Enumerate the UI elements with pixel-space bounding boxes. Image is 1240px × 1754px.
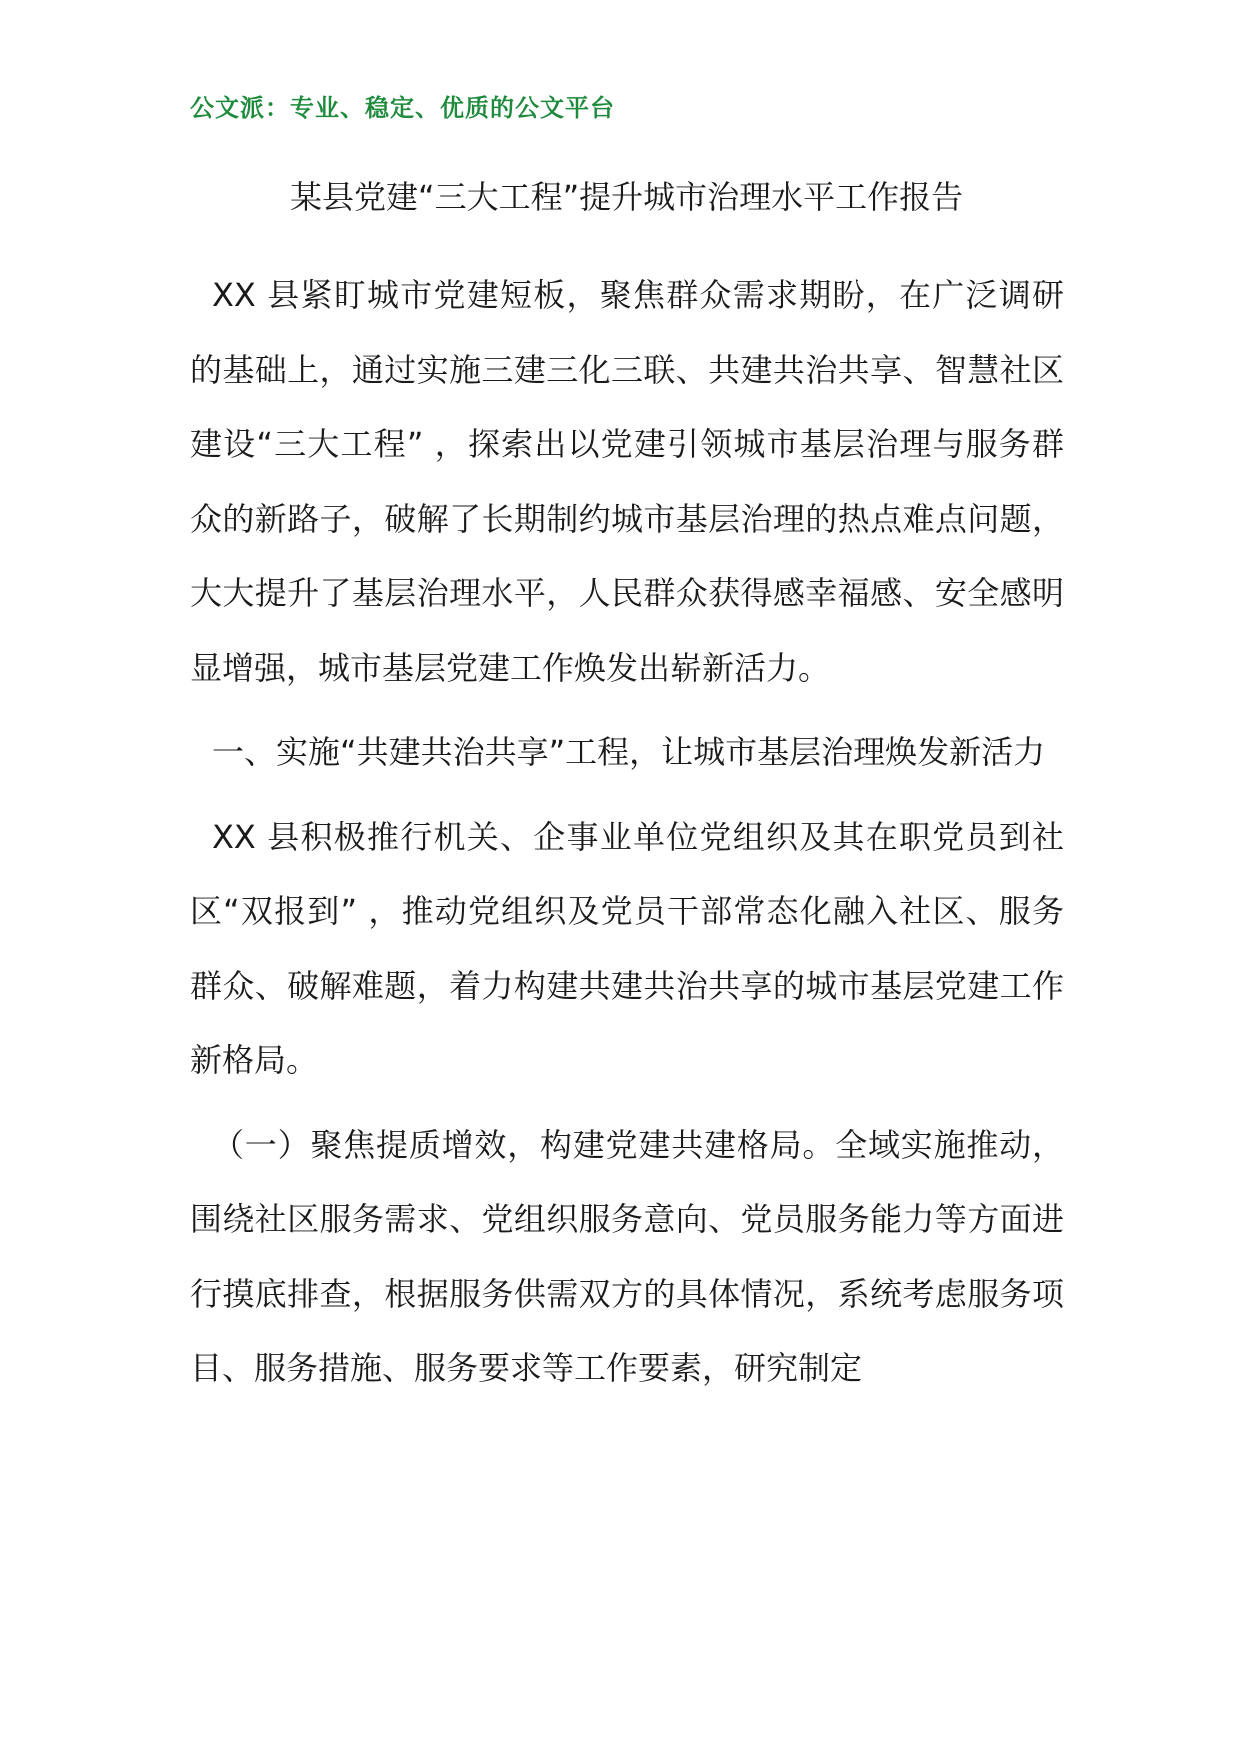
- subsection-paragraph: （一）聚焦提质增效，构建党建共建格局。全域实施推动，围绕社区服务需求、党组织服务意向、党员服务能力等方面进行摸底排查，根据服务供需双方的具体情况，系统考虑服务项目、服务措施、服务要求等工作要素，研究制定: [190, 1125, 1064, 1387]
- section-heading: 一、实施“共建共治共享”工程，让城市基层治理焕发新活力: [212, 733, 1046, 771]
- document-body: [190, 258, 1064, 1416]
- document-title: 某县党建“三大工程”提升城市治理水平工作报告: [290, 178, 964, 216]
- intro-paragraph: XX 县紧盯城市党建短板，聚焦群众需求期盼，在广泛调研的基础上，通过实施三建三化三联、共建共治共享、智慧社区建设“三大工程” ，探索出以党建引领城市基层治理与服务群众的新路子，破解了长期制约城市基层治理的热点难点问题，大大提升了基层治理水平，人民群众获得感幸福感、安全感明显增强，城市基层党建工作焕发出崭新活力。: [190, 276, 1064, 687]
- site-header-label: 公文派：专业、稳定、优质的公文平台: [190, 94, 615, 122]
- section-paragraph: XX 县积极推行机关、企事业单位党组织及其在职党员到社区“双报到” ，推动党组织及党员干部常态化融入社区、服务群众、破解难题，着力构建共建共治共享的城市基层党建工作新格局。: [190, 817, 1064, 1079]
